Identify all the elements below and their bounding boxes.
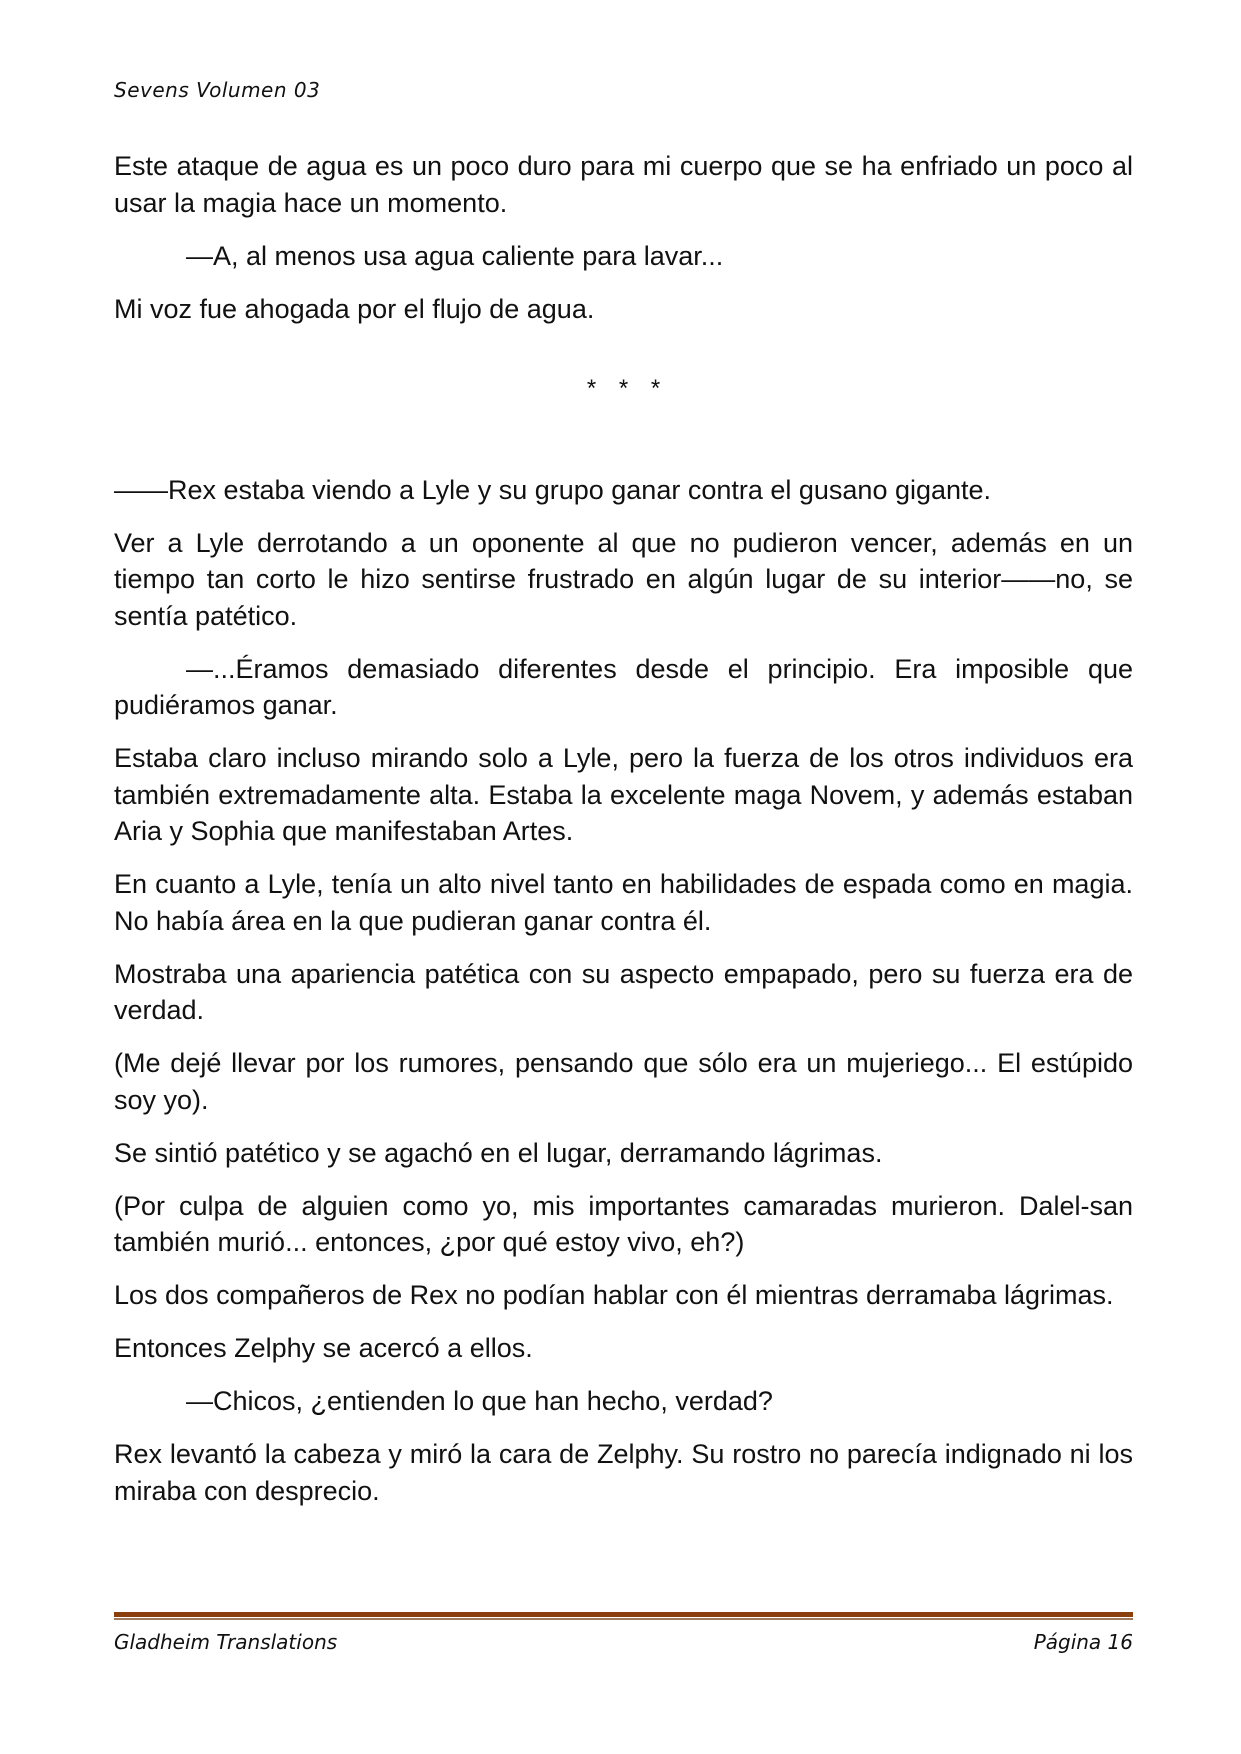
paragraph: Se sintió patético y se agachó en el lugar, derramando lágrimas.	[114, 1137, 883, 1168]
dialog-paragraph: —A, al menos usa agua caliente para lavar...	[186, 240, 724, 271]
paragraph: Mostraba una apariencia patética con su aspecto empapado, pero su fuerza era de verdad.	[114, 958, 1133, 1025]
paragraph: Mi voz fue ahogada por el flujo de agua.	[114, 293, 595, 324]
page-body	[114, 148, 1133, 1526]
paragraph: (Por culpa de alguien como yo, mis importantes camaradas murieron. Dalel-san también murió... entonces, ¿por qué estoy vivo, eh?)	[114, 1190, 1133, 1257]
paragraph: Ver a Lyle derrotando a un oponente al que no pudieron vencer, además en un tiempo tan corto le hizo sentirse frustrado en algún lugar de su interior——no, se sentía patético.	[114, 527, 1133, 631]
paragraph: Entonces Zelphy se acercó a ellos.	[114, 1333, 533, 1363]
paragraph: En cuanto a Lyle, tenía un alto nivel tanto en habilidades de espada como en magia. No había área en la que pudieran ganar contra él.	[114, 869, 1133, 936]
paragraph: Estaba claro incluso mirando solo a Lyle, pero la fuerza de los otros individuos era también extremadamente alta. Estaba la excelente maga Novem, y además estaban Aria y Sophia que manifestaban Artes.	[114, 743, 1133, 846]
paragraph: ——Rex estaba viendo a Lyle y su grupo ganar contra el gusano gigante.	[114, 474, 992, 505]
paragraph: (Me dejé llevar por los rumores, pensando que sólo era un mujeriego... El estúpido soy yo).	[114, 1048, 1133, 1115]
footer-rule-thick	[114, 1612, 1133, 1617]
paragraph: Este ataque de agua es un poco duro para mi cuerpo que se ha enfriado un poco al usar la magia hace un momento.	[114, 151, 1133, 218]
running-header: Sevens Volumen 03	[114, 78, 321, 102]
page-number: Página 16	[1033, 1630, 1133, 1654]
paragraph: Rex levantó la cabeza y miró la cara de Zelphy. Su rostro no parecía indignado ni los miraba con desprecio.	[114, 1439, 1133, 1506]
paragraph: Los dos compañeros de Rex no podían hablar con él mientras derramaba lágrimas.	[114, 1280, 1114, 1310]
scene-separator: * * *	[586, 375, 669, 402]
dialog-paragraph: —Chicos, ¿entienden lo que han hecho, verdad?	[186, 1386, 773, 1416]
footer-rule-thin	[114, 1618, 1133, 1620]
footer-publisher: Gladheim Translations	[114, 1630, 338, 1654]
dialog-paragraph: —...Éramos demasiado diferentes desde el principio. Era imposible que pudiéramos ganar.	[114, 653, 1133, 720]
